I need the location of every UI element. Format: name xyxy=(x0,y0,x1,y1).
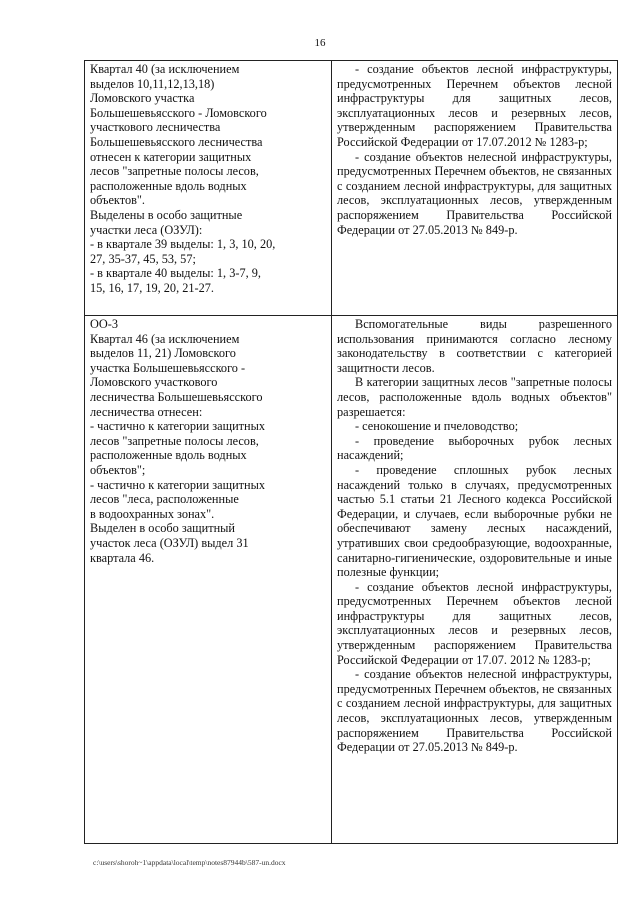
left-text-line: участки леса (ОЗУЛ): xyxy=(90,222,203,237)
file-path-footer: c:\users\shoroh~1\appdata\local\temp\notes87944b\587-un.docx xyxy=(93,858,286,867)
right-paragraph: - проведение сплошных рубок лесных насаждений только в случаях, предусмотренных частью 5.1 статьи 21 Лесного кодекса Российской Федерации, и случаев, если выборочные рубки не обеспечивают замену лесных насаждений, утративших свои средообразующие, водоохранные, санитарно-гигиенические, оздоровительные и иные полезные функции; xyxy=(337,462,612,580)
right-paragraph: - проведение выборочных рубок лесных насаждений; xyxy=(337,433,612,463)
left-text-line: Большешевьясского - Ломовского xyxy=(90,105,267,120)
left-text-line: Большешевьясского лесничества xyxy=(90,134,263,149)
left-text-line: Выделен в особо защитный xyxy=(90,521,236,536)
table-row xyxy=(85,316,618,844)
left-text-line: 15, 16, 17, 19, 20, 21-27. xyxy=(90,280,214,295)
left-text-line: 27, 35-37, 45, 53, 57; xyxy=(90,251,196,266)
right-paragraph: - создание объектов лесной инфраструктуры, предусмотренных Перечнем объектов лесной инфраструктуры для защитных лесов, эксплуатационных лесов и резервных лесов, утвержденным распоряжением Правительства Российской Федерации от 17.07.2012 № 1283-р; xyxy=(337,62,612,149)
left-text-line: расположенные вдоль водных xyxy=(90,178,247,193)
left-text-line: лесничества отнесен: xyxy=(90,404,203,419)
left-text-line: лесов "леса, расположенные xyxy=(90,492,239,507)
left-text-line: Квартал 40 (за исключением xyxy=(90,62,240,76)
right-paragraph: - создание объектов нелесной инфраструктуры, предусмотренных Перечнем объектов, не связанных с созданием лесной инфраструктуры, для защитных лесов, эксплуатационных лесов, утвержденным распоряжением Правительства Российской Федерации от 27.05.2013 № 849-р. xyxy=(337,149,612,237)
left-text-line: лесов "запретные полосы лесов, xyxy=(90,164,259,179)
left-text-line: участкового лесничества xyxy=(90,120,221,135)
right-paragraph: - сенокошение и пчеловодство; xyxy=(355,419,519,434)
right-cell xyxy=(332,61,618,316)
left-text-line: расположенные вдоль водных xyxy=(90,448,247,463)
left-text-line: квартала 46. xyxy=(90,550,155,565)
left-text-line: выделов 10,11,12,13,18) xyxy=(90,76,215,91)
right-paragraph: - создание объектов нелесной инфраструктуры, предусмотренных Перечнем объектов, не связанных с созданием лесной инфраструктуры, для защитных лесов, эксплуатационных лесов, утвержденным распоряжением Правительства Российской Федерации от 27.05.2013 № 849-р. xyxy=(337,667,612,755)
left-text-line: - частично к категории защитных xyxy=(90,477,266,492)
left-text-line: - в квартале 40 выделы: 1, 3-7, 9, xyxy=(90,266,261,281)
left-text-line: - частично к категории защитных xyxy=(90,419,266,434)
left-cell xyxy=(85,61,332,316)
left-text-line: отнесен к категории защитных xyxy=(90,149,252,164)
left-text-line: лесов "запретные полосы лесов, xyxy=(90,433,259,448)
left-cell xyxy=(85,316,332,844)
left-text-line: - в квартале 39 выделы: 1, 3, 10, 20, xyxy=(90,237,276,252)
left-text-line: лесничества Большешевьясского xyxy=(90,389,263,404)
left-text-line: Ломовского участка xyxy=(90,91,195,106)
left-text-line: Ломовского участкового xyxy=(90,375,218,390)
left-text-line: Квартал 46 (за исключением xyxy=(90,331,240,346)
left-text-line: объектов"; xyxy=(90,462,146,477)
left-text-line: в водоохранных зонах". xyxy=(90,506,215,521)
left-text-line: Выделены в особо защитные xyxy=(90,207,243,222)
right-cell xyxy=(332,316,618,844)
left-text-line: участка Большешевьясского - xyxy=(90,360,246,375)
left-text-line: ОО-3 xyxy=(90,317,119,331)
zoning-table xyxy=(84,60,618,844)
right-paragraph: - создание объектов лесной инфраструктуры, предусмотренных Перечнем объектов лесной инфраструктуры для защитных лесов, эксплуатационных лесов и резервных лесов, утвержденным распоряжением Правительства Российской Федерации от 17.07. 2012 № 1283-р; xyxy=(337,579,612,667)
table-row xyxy=(85,61,618,316)
right-paragraph: Вспомогательные виды разрешенного использования принимаются согласно лесному законодательству в соответствии с категорией защитности лесов. xyxy=(337,317,612,375)
left-text-line: выделов 11, 21) Ломовского xyxy=(90,346,236,361)
left-text-line: участок леса (ОЗУЛ) выдел 31 xyxy=(90,535,249,550)
page-number: 16 xyxy=(314,37,326,49)
right-paragraph: В категории защитных лесов "запретные полосы лесов, расположенные вдоль водных объектов" разрешается: xyxy=(337,375,612,419)
left-text-line: объектов". xyxy=(90,193,145,208)
